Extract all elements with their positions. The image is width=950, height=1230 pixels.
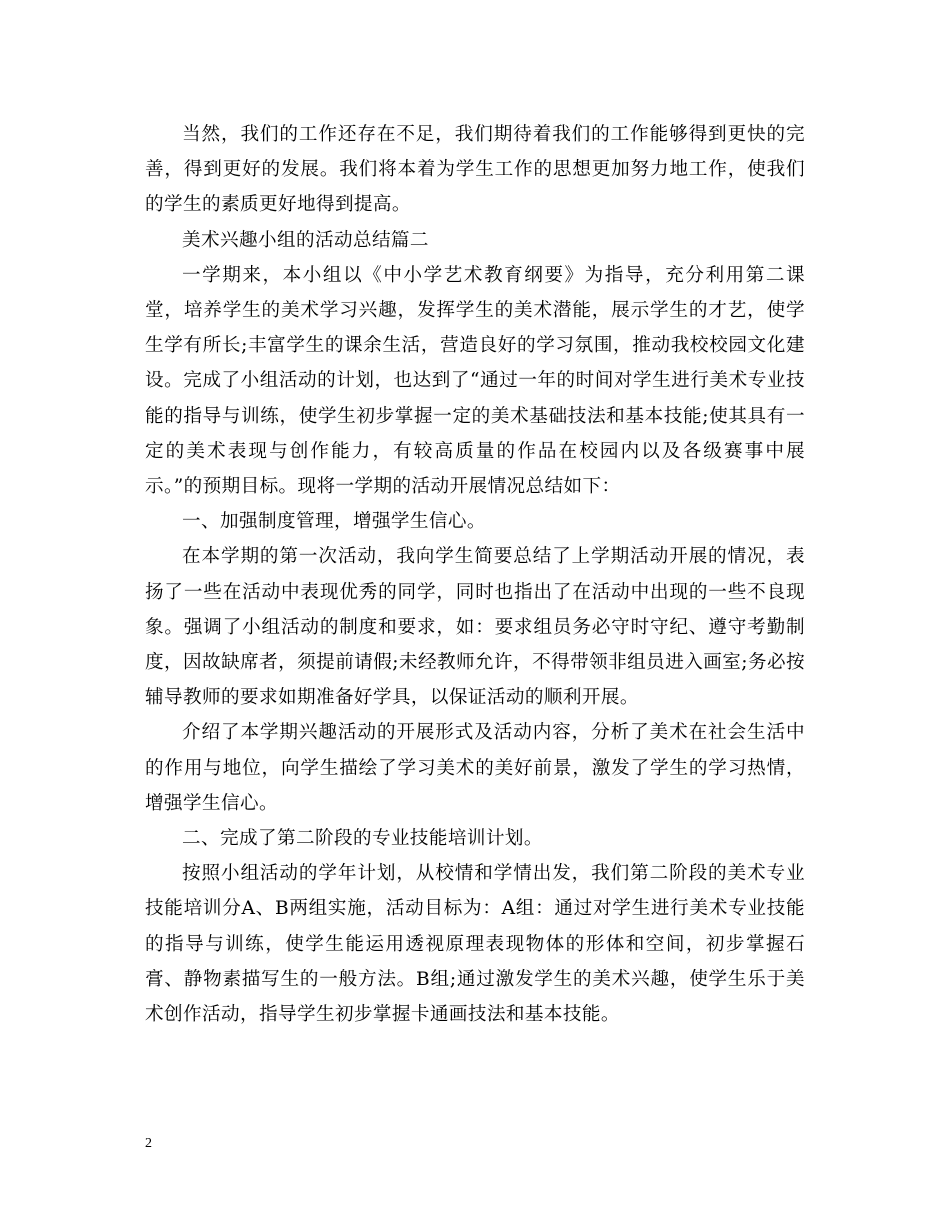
- page-number: 2: [145, 1136, 152, 1151]
- paragraph-conclusion: 当然，我们的工作还存在不足，我们期待着我们的工作能够得到更快的完善，得到更好的发展。我们将本着为学生工作的思想更加努力地工作，使我们的学生的素质更好地得到提高。: [145, 124, 805, 216]
- paragraph-intro: 一学期来，本小组以《中小学艺术教育纲要》为指导，充分利用第二课堂，培养学生的美术学习兴趣，发挥学生的美术潜能，展示学生的才艺，使学生学有所长;丰富学生的课余生活，营造良好的学习氛围，推动我校校园文化建设。完成了小组活动的计划，也达到了“通过一年的时间对学生进行美术专业技能的指导与训练，使学生初步掌握一定的美术基础技法和基本技能;使其具有一定的美术表现与创作能力，有较高质量的作品在校园内以及各级赛事中展示。”的预期目标。现将一学期的活动开展情况总结如下：: [145, 264, 805, 498]
- document-body: [145, 117, 805, 1032]
- paragraph-first-activity: 在本学期的第一次活动，我向学生简要总结了上学期活动开展的情况，表扬了一些在活动中表现优秀的同学，同时也指出了在活动中出现的一些不良现象。强调了小组活动的制度和要求，如：要求组员务必守时守纪、遵守考勤制度，因故缺席者，须提前请假;未经教师允许，不得带领非组员进入画室;务必按辅导教师的要求如期准备好学具，以保证活动的顺利开展。: [145, 546, 805, 709]
- paragraph-activity-content: 介绍了本学期兴趣活动的开展形式及活动内容，分析了美术在社会生活中的作用与地位，向学生描绘了学习美术的美好前景，激发了学生的学习热情，增强学生信心。: [145, 722, 805, 814]
- heading-part-one: 一、加强制度管理，增强学生信心。: [182, 511, 486, 533]
- paragraph-training-plan: 按照小组活动的学年计划，从校情和学情出发，我们第二阶段的美术专业技能培训分A、B两组实施，活动目标为：A组：通过对学生进行美术专业技能的指导与训练，使学生能运用透视原理表现物体的形体和空间，初步掌握石膏、静物素描写生的一般方法。B组;通过激发学生的美术兴趣，使学生乐于美术创作活动，指导学生初步掌握卡通画技法和基本技能。: [145, 863, 805, 1026]
- section-title: 美术兴趣小组的活动总结篇二: [182, 229, 429, 251]
- heading-part-two: 二、完成了第二阶段的专业技能培训计划。: [182, 828, 543, 850]
